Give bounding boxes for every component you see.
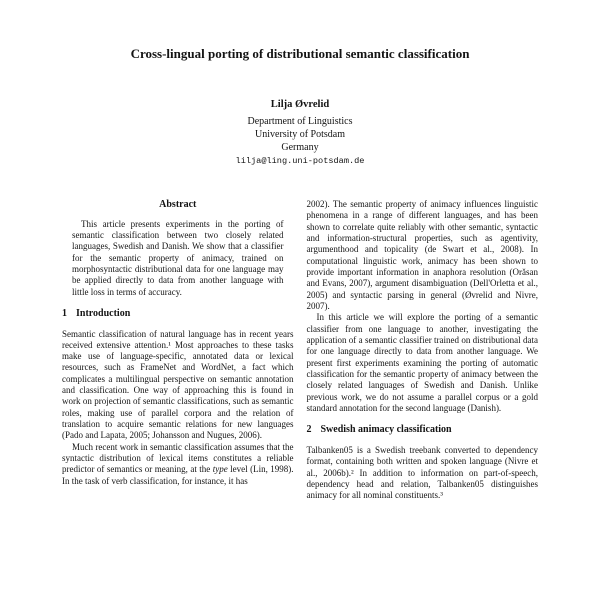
section-number: 1: [62, 307, 67, 319]
author-email: lilja@ling.uni-potsdam.de: [235, 155, 365, 166]
section-title: Introduction: [76, 307, 131, 319]
author-name: Lilja Øvrelid: [270, 99, 330, 111]
intro-paragraph-2-text: Much recent work in semantic classification assumes that the syntactic distribution of lexical items constitutes a reliable predictor of semantics or meaning, at the: [62, 441, 294, 475]
section2-paragraph-1: Talbanken05 is a Swedish treebank converted to dependency format, containing both written and spoken language (Nivre et al., 2006b).² In addition to information on part-of-speech, dependency head and relation, Talbanken05 distinguishes animacy for all nominal constituents.³: [306, 444, 538, 501]
section-heading-introduction: [62, 308, 294, 321]
section-title: Swedish animacy classification: [320, 424, 452, 436]
abstract-text: This article presents experiments in the porting of semantic classification between two closely related languages, Swedish and Danish. We show that a classifier for the semantic property of animacy, trained on morphosyntactic distributional data for one language may be applied directly to data from another language with little loss in terms of accuracy.: [72, 218, 284, 297]
abstract-heading: Abstract: [159, 199, 197, 211]
two-column-body: [62, 199, 538, 501]
author-affiliation-country: Germany: [281, 142, 319, 154]
right-paragraph-1: 2002). The semantic property of animacy influences linguistic phenomena in a range of different languages, and has been shown to correlate quite reliably with other semantic, syntactic and information-structural properties, such as agentivity, argumenthood and topicality (de Swart et al., 2008). In computational linguistic work, animacy has been shown to provide important information in anaphora resolution (Orăsan and Evans, 2007), argument disambiguation (Dell'Orletta et al., 2005) and syntactic parsing in general (Øvrelid and Nivre, 2007).: [306, 199, 538, 311]
author-block: [62, 98, 538, 167]
right-column: [307, 199, 539, 501]
left-column: [62, 199, 294, 501]
author-affiliation-university: University of Potsdam: [255, 129, 345, 141]
paper-title: Cross-lingual porting of distributional semantic classification: [130, 46, 470, 61]
section-number: 2: [306, 424, 312, 436]
intro-paragraph-2: [62, 442, 294, 487]
intro-paragraph-2-continuation: level (Lin, 1998). In the task of verb classification, for instance, it has: [62, 464, 294, 486]
section-heading-swedish-animacy: [307, 424, 539, 437]
italic-term-type: type: [212, 464, 228, 475]
author-affiliation-department: Department of Linguistics: [247, 116, 353, 128]
abstract-block: [62, 199, 294, 298]
right-paragraph-2: In this article we will explore the porting of a semantic classifier from one language to another, investigating the application of a semantic classifier trained on distributional data for one language directly to data from another language. We present first experiments examining the porting of automatic classification for the semantic property of animacy between the closely related languages of Swedish and Danish. Unlike previous work, we do not assume a parallel corpus or a gold standard annotation for the second language (Danish).: [306, 312, 538, 413]
intro-paragraph-1: Semantic classification of natural language has in recent years received extensive attention.¹ Most approaches to these tasks make use of language-specific, annotated data or lexical resources, such as FrameNet and WordNet, a fact which complicates a multilingual perspective on semantic annotation and classification. One way of approaching this is found in work on projection of semantic classifications, such as semantic roles, making use of parallel corpora and the relation of translation to acquire semantic relations for new languages (Pado and Lapata, 2005; Johansson and Nugues, 2006).: [62, 328, 294, 441]
